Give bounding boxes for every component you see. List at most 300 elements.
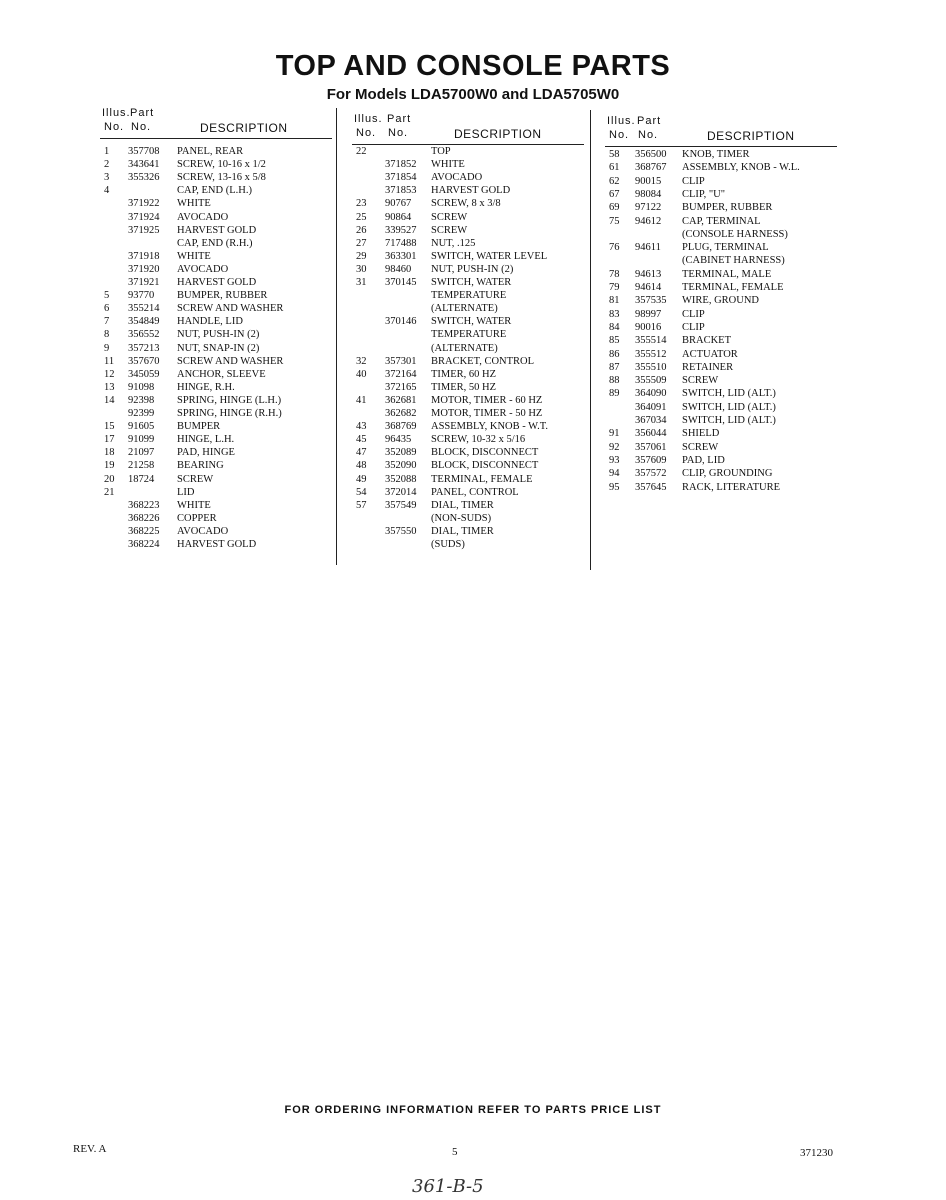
part-description: CAP, END (R.H.) (177, 237, 253, 249)
column-divider (590, 110, 591, 570)
part-description: (CABINET HARNESS) (682, 255, 785, 267)
parts-row (605, 321, 841, 334)
part-number: 372164 (385, 368, 417, 380)
parts-row (100, 250, 336, 263)
part-number: 371920 (128, 263, 160, 275)
parts-row (352, 342, 588, 355)
parts-row (352, 289, 588, 302)
part-number: 368225 (128, 525, 160, 537)
part-number: 367034 (635, 415, 667, 426)
part-description: SCREW, 13-16 x 5/8 (177, 172, 266, 184)
part-description: CLIP (682, 321, 705, 333)
parts-row (605, 467, 841, 480)
parts-row (605, 361, 841, 374)
parts-row (605, 294, 841, 307)
header-part-no: No. (638, 129, 659, 141)
part-number: 362682 (385, 408, 417, 419)
parts-row (605, 374, 841, 387)
parts-row (352, 499, 588, 512)
illus-number: 94 (609, 468, 620, 480)
part-number: 371922 (128, 198, 160, 210)
illus-number: 88 (609, 375, 620, 387)
part-description: SCREW (431, 211, 468, 223)
part-number: 357301 (385, 355, 417, 367)
part-number: 371853 (385, 185, 417, 197)
part-number: 91099 (128, 434, 155, 446)
illus-number: 13 (104, 381, 115, 393)
part-description: CLIP, "U" (682, 188, 725, 200)
part-description: HARVEST GOLD (177, 277, 257, 288)
part-description: BUMPER (177, 421, 221, 433)
illus-number: 18 (104, 447, 115, 459)
part-number: 371921 (128, 277, 160, 288)
illus-number: 5 (104, 290, 110, 302)
parts-row (100, 486, 336, 499)
part-description: TEMPERATURE (431, 290, 507, 302)
parts-row (352, 407, 588, 420)
part-description: BRACKET (682, 335, 732, 347)
parts-row (100, 538, 336, 551)
part-description: NUT, PUSH-IN (2) (177, 329, 260, 341)
part-description: PAD, HINGE (177, 447, 235, 459)
parts-row (605, 215, 841, 228)
parts-row (100, 328, 336, 341)
part-number: 364091 (635, 401, 667, 413)
part-description: AVOCADO (177, 211, 229, 223)
header-part: Part (637, 115, 662, 127)
parts-row (352, 473, 588, 486)
header-part: Part (387, 113, 412, 125)
part-number: 362681 (385, 394, 417, 406)
header-part-no: No. (388, 127, 409, 139)
parts-row (100, 145, 336, 158)
illus-number: 93 (609, 454, 620, 466)
part-number: 93770 (128, 290, 155, 302)
part-number: 357708 (128, 146, 160, 157)
parts-row (605, 441, 841, 454)
part-description: SCREW, 8 x 3/8 (431, 198, 501, 210)
part-number: 371918 (128, 250, 160, 262)
part-description: MOTOR, TIMER - 60 HZ (431, 394, 543, 406)
parts-row (100, 499, 336, 512)
parts-row (100, 184, 336, 197)
parts-row (352, 158, 588, 171)
illus-number: 43 (356, 421, 367, 433)
part-description: PANEL, REAR (177, 146, 244, 157)
part-description: BUMPER, RUBBER (177, 290, 268, 302)
parts-row (352, 512, 588, 525)
part-description: CLIP (682, 308, 705, 320)
part-number: 357645 (635, 481, 667, 493)
parts-row (100, 237, 336, 250)
parts-row (605, 254, 841, 267)
part-description: SCREW (682, 441, 719, 453)
illus-number: 62 (609, 175, 620, 187)
handwritten-note: 361-B-5 (412, 1176, 484, 1197)
illus-number: 3 (104, 172, 110, 184)
part-number: 91098 (128, 381, 155, 393)
parts-row (352, 355, 588, 368)
part-description: CLIP (682, 175, 705, 187)
part-description: SCREW AND WASHER (177, 355, 284, 367)
parts-row (605, 175, 841, 188)
parts-row (352, 459, 588, 472)
parts-row (352, 328, 588, 341)
part-number: 717488 (385, 237, 417, 249)
part-number: 90767 (385, 198, 412, 210)
parts-row (100, 433, 336, 446)
illus-number: 1 (104, 146, 110, 157)
parts-row (352, 381, 588, 394)
part-number: 90864 (385, 211, 412, 223)
illus-number: 2 (104, 159, 110, 171)
parts-row (352, 211, 588, 224)
part-number: 343641 (128, 159, 160, 171)
parts-row (100, 394, 336, 407)
illus-number: 69 (609, 202, 620, 214)
part-description: TEMPERATURE (431, 329, 507, 341)
part-number: 357213 (128, 342, 160, 354)
illus-number: 29 (356, 250, 367, 262)
illus-number: 25 (356, 211, 367, 223)
parts-row (100, 446, 336, 459)
part-number: 355509 (635, 375, 667, 387)
illus-number: 95 (609, 481, 620, 493)
illus-number: 89 (609, 388, 620, 400)
part-description: NUT, SNAP-IN (2) (177, 342, 260, 354)
parts-row (605, 481, 841, 494)
parts-row (605, 201, 841, 214)
part-number: 357549 (385, 499, 417, 511)
parts-row (605, 387, 841, 400)
illus-number: 31 (356, 277, 367, 288)
header-description: DESCRIPTION (200, 121, 288, 135)
parts-row (605, 268, 841, 281)
part-number: 94612 (635, 215, 662, 227)
part-description: SHIELD (682, 428, 720, 440)
parts-row (352, 315, 588, 328)
parts-row (605, 308, 841, 321)
parts-row (352, 302, 588, 315)
part-number: 363301 (385, 250, 417, 262)
parts-row (605, 188, 841, 201)
header-illus-no: No. (104, 121, 125, 133)
part-description: HANDLE, LID (177, 316, 243, 328)
parts-row (352, 433, 588, 446)
part-number: 98460 (385, 263, 412, 275)
part-number: 364090 (635, 388, 667, 400)
part-description: DIAL, TIMER (431, 525, 494, 537)
illus-number: 78 (609, 268, 620, 280)
illus-number: 22 (356, 146, 367, 157)
part-description: PAD, LID (682, 454, 725, 466)
illus-number: 7 (104, 316, 110, 328)
part-description: TIMER, 50 HZ (431, 381, 497, 393)
part-number: 355326 (128, 172, 160, 184)
part-description: TIMER, 60 HZ (431, 368, 497, 380)
part-description: BUMPER, RUBBER (682, 202, 773, 214)
part-description: SCREW, 10-16 x 1/2 (177, 159, 266, 171)
part-description: CAP, END (L.H.) (177, 185, 252, 197)
part-description: (ALTERNATE) (431, 342, 498, 354)
part-number: 355514 (635, 335, 667, 347)
part-description: WIRE, GROUND (682, 295, 759, 307)
parts-row (352, 368, 588, 381)
part-number: 339527 (385, 224, 417, 236)
illus-number: 6 (104, 303, 110, 315)
part-description: WHITE (431, 159, 465, 171)
header-rule (100, 138, 332, 139)
part-number: 91605 (128, 421, 155, 433)
parts-row (100, 315, 336, 328)
part-number: 357609 (635, 454, 667, 466)
illus-number: 19 (104, 460, 115, 472)
part-description: SWITCH, LID (ALT.) (682, 415, 776, 426)
part-number: 357670 (128, 355, 160, 367)
parts-row (100, 171, 336, 184)
part-description: ACTUATOR (682, 348, 738, 360)
parts-row (100, 224, 336, 237)
illus-number: 11 (104, 355, 115, 367)
revision-label: REV. A (73, 1143, 107, 1155)
part-number: 98084 (635, 188, 662, 200)
illus-number: 21 (104, 486, 115, 498)
part-number: 371924 (128, 211, 160, 223)
part-number: 354849 (128, 316, 160, 328)
header-description: DESCRIPTION (707, 129, 795, 143)
part-number: 371854 (385, 172, 417, 184)
document-number: 371230 (800, 1147, 833, 1159)
part-description: HARVEST GOLD (177, 224, 257, 236)
header-illus-no: No. (356, 127, 377, 139)
part-description: KNOB, TIMER (682, 149, 750, 160)
part-description: WHITE (177, 198, 211, 210)
parts-row (100, 368, 336, 381)
part-description: HINGE, R.H. (177, 381, 235, 393)
part-number: 368767 (635, 162, 667, 174)
illus-number: 54 (356, 486, 367, 498)
illus-number: 32 (356, 355, 367, 367)
parts-row (605, 161, 841, 174)
parts-row (100, 420, 336, 433)
part-description: HINGE, L.H. (177, 434, 235, 446)
part-description: SCREW (431, 224, 468, 236)
parts-row (352, 237, 588, 250)
part-description: (ALTERNATE) (431, 303, 498, 315)
parts-row (100, 276, 336, 289)
part-description: HARVEST GOLD (177, 539, 257, 550)
illus-number: 40 (356, 368, 367, 380)
part-description: SWITCH, WATER LEVEL (431, 250, 548, 262)
part-description: TOP (431, 146, 451, 157)
part-description: SWITCH, LID (ALT.) (682, 388, 776, 400)
part-description: SPRING, HINGE (R.H.) (177, 408, 282, 419)
parts-row (100, 355, 336, 368)
part-number: 371925 (128, 224, 160, 236)
part-number: 372014 (385, 486, 417, 498)
illus-number: 15 (104, 421, 115, 433)
header-illus: Illus. (102, 107, 131, 119)
part-description: SWITCH, LID (ALT.) (682, 401, 776, 413)
illus-number: 67 (609, 188, 620, 200)
part-number: 368226 (128, 512, 160, 524)
parts-row (100, 473, 336, 486)
illus-number: 58 (609, 149, 620, 160)
part-number: 352089 (385, 447, 417, 459)
parts-row (605, 414, 841, 427)
part-description: NUT, PUSH-IN (2) (431, 263, 514, 275)
parts-row (100, 525, 336, 538)
part-description: DIAL, TIMER (431, 499, 494, 511)
parts-row (605, 148, 841, 161)
illus-number: 4 (104, 185, 110, 197)
parts-row (100, 289, 336, 302)
illus-number: 83 (609, 308, 620, 320)
illus-number: 48 (356, 460, 367, 472)
header-part-no: No. (131, 121, 152, 133)
part-number: 370145 (385, 277, 417, 288)
illus-number: 9 (104, 342, 110, 354)
page-subtitle: For Models LDA5700W0 and LDA5705W0 (326, 86, 620, 103)
part-description: ASSEMBLY, KNOB - W.T. (431, 421, 548, 433)
parts-row (352, 486, 588, 499)
parts-row (352, 446, 588, 459)
part-description: ASSEMBLY, KNOB - W.L. (682, 162, 800, 174)
illus-number: 57 (356, 499, 367, 511)
parts-row (605, 401, 841, 414)
parts-row (352, 394, 588, 407)
part-description: PANEL, CONTROL (431, 486, 519, 498)
part-number: 355512 (635, 348, 667, 360)
parts-row (605, 241, 841, 254)
part-description: RETAINER (682, 361, 734, 373)
part-number: 90015 (635, 175, 662, 187)
part-number: 96435 (385, 434, 412, 446)
parts-row (352, 145, 588, 158)
parts-row (352, 224, 588, 237)
illus-number: 23 (356, 198, 367, 210)
part-description: TERMINAL, FEMALE (682, 282, 784, 293)
parts-row (605, 228, 841, 241)
parts-row (100, 211, 336, 224)
illus-number: 85 (609, 335, 620, 347)
part-number: 357572 (635, 468, 667, 480)
part-description: RACK, LITERATURE (682, 481, 780, 493)
part-description: AVOCADO (431, 172, 483, 184)
part-description: BLOCK, DISCONNECT (431, 447, 539, 459)
column-divider (336, 108, 337, 565)
parts-row (352, 263, 588, 276)
parts-row (100, 512, 336, 525)
part-description: CLIP, GROUNDING (682, 468, 773, 480)
parts-row (605, 281, 841, 294)
parts-row (605, 334, 841, 347)
parts-row (352, 538, 588, 551)
parts-row (605, 427, 841, 440)
parts-row (100, 263, 336, 276)
part-number: 345059 (128, 368, 160, 380)
part-description: TERMINAL, FEMALE (431, 473, 533, 485)
part-description: SWITCH, WATER (431, 316, 512, 328)
part-number: 21258 (128, 460, 155, 472)
part-description: AVOCADO (177, 525, 229, 537)
parts-row (100, 459, 336, 472)
illus-number: 76 (609, 242, 620, 254)
header-rule (605, 146, 837, 147)
part-description: SCREW, 10-32 x 5/16 (431, 434, 526, 446)
part-number: 97122 (635, 202, 662, 214)
illus-number: 8 (104, 329, 110, 341)
part-number: 355214 (128, 303, 160, 315)
illus-number: 41 (356, 394, 367, 406)
part-description: HARVEST GOLD (431, 185, 511, 197)
header-part: Part (130, 107, 155, 119)
parts-row (100, 381, 336, 394)
part-number: 94614 (635, 282, 662, 293)
part-description: (NON-SUDS) (431, 512, 492, 524)
parts-row (352, 171, 588, 184)
parts-row (605, 348, 841, 361)
part-number: 357061 (635, 441, 667, 453)
part-number: 356500 (635, 149, 667, 160)
part-number: 368224 (128, 539, 160, 550)
part-number: 370146 (385, 316, 417, 328)
illus-number: 27 (356, 237, 367, 249)
part-description: BRACKET, CONTROL (431, 355, 535, 367)
illus-number: 49 (356, 473, 367, 485)
header-illus-no: No. (609, 129, 630, 141)
parts-row (100, 197, 336, 210)
parts-row (352, 525, 588, 538)
part-number: 356044 (635, 428, 667, 440)
part-description: BEARING (177, 460, 224, 472)
header-illus: Illus. (607, 115, 636, 127)
part-number: 18724 (128, 473, 155, 485)
illus-number: 17 (104, 434, 115, 446)
illus-number: 20 (104, 473, 115, 485)
part-number: 92399 (128, 408, 155, 419)
part-description: (SUDS) (431, 539, 465, 550)
parts-row (100, 158, 336, 171)
illus-number: 92 (609, 441, 620, 453)
part-number: 352088 (385, 473, 417, 485)
part-number: 368223 (128, 499, 160, 511)
page-title: TOP AND CONSOLE PARTS (275, 50, 671, 82)
illus-number: 86 (609, 348, 620, 360)
illus-number: 30 (356, 263, 367, 275)
parts-row (100, 342, 336, 355)
header-description: DESCRIPTION (454, 127, 542, 141)
illus-number: 12 (104, 368, 115, 380)
part-description: LID (177, 486, 195, 498)
part-number: 98997 (635, 308, 662, 320)
part-number: 372165 (385, 381, 417, 393)
illus-number: 14 (104, 394, 115, 406)
part-number: 352090 (385, 460, 417, 472)
part-description: SCREW AND WASHER (177, 303, 284, 315)
part-number: 21097 (128, 447, 155, 459)
part-description: MOTOR, TIMER - 50 HZ (431, 408, 543, 419)
part-description: COPPER (177, 512, 217, 524)
parts-row (352, 184, 588, 197)
part-description: WHITE (177, 499, 211, 511)
part-number: 92398 (128, 394, 155, 406)
parts-row (352, 276, 588, 289)
illus-number: 61 (609, 162, 620, 174)
parts-row (100, 407, 336, 420)
illus-number: 91 (609, 428, 620, 440)
illus-number: 47 (356, 447, 367, 459)
